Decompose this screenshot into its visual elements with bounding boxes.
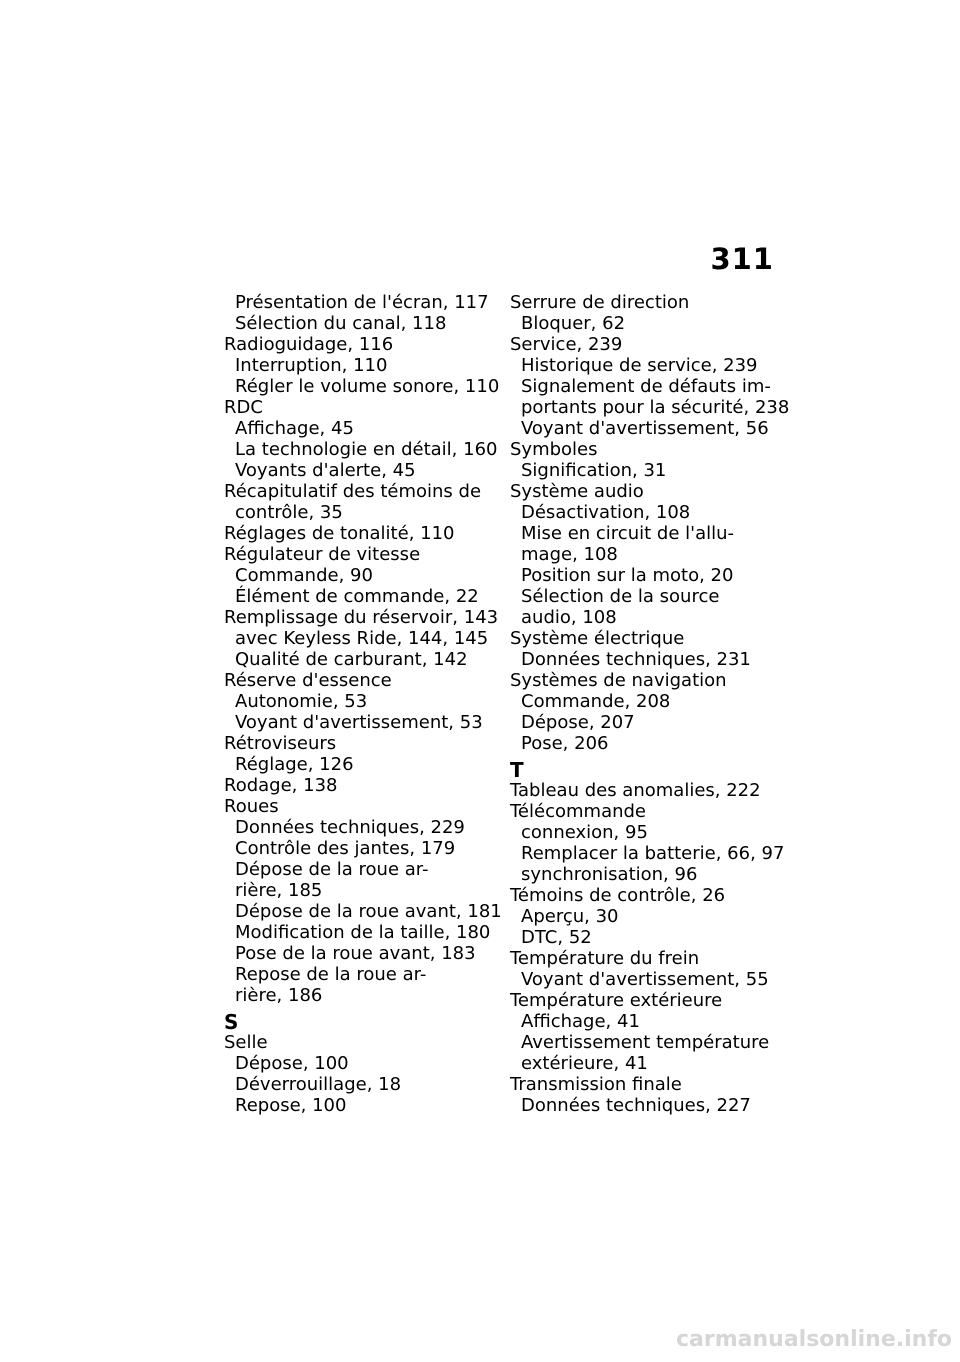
index-subentry: rière, 185 (235, 880, 323, 901)
index-subentry: synchronisation, 96 (521, 864, 698, 885)
index-subentry: Affichage, 41 (521, 1011, 640, 1032)
index-entry: Réserve d'essence (224, 670, 392, 691)
index-subentry: Présentation de l'écran, 117 (235, 292, 489, 313)
index-subentry: Pose de la roue avant, 183 (235, 943, 476, 964)
index-subentry: Remplacer la batterie, 66, 97 (521, 843, 785, 864)
index-entry: Remplissage du réservoir, 143 (224, 607, 499, 628)
watermark: carmanualsonline.info (676, 1327, 952, 1352)
index-entry: RDC (224, 397, 263, 418)
index-entry: Serrure de direction (510, 292, 690, 313)
index-subentry: Qualité de carburant, 142 (235, 649, 468, 670)
index-subentry: Voyants d'alerte, 45 (235, 460, 416, 481)
index-subentry: Dépose de la roue ar- (235, 859, 429, 880)
index-subentry: Régler le volume sonore, 110 (235, 376, 500, 397)
index-subentry: Élément de commande, 22 (235, 586, 479, 607)
index-subentry: audio, 108 (521, 607, 617, 628)
index-entry: Service, 239 (510, 334, 623, 355)
index-column-right (510, 292, 790, 1116)
index-subentry: Autonomie, 53 (235, 691, 368, 712)
index-subentry: Commande, 208 (521, 691, 671, 712)
index-entry: Système audio (510, 481, 644, 502)
index-subentry: Dépose de la roue avant, 181 (235, 901, 502, 922)
index-entry: Télécommande (510, 801, 647, 822)
index-subentry: Signalement de défauts im- (521, 376, 771, 397)
index-subentry: Avertissement température (521, 1032, 770, 1053)
index-entry: Tableau des anomalies, 222 (510, 780, 761, 801)
index-letter-heading: S (224, 1010, 239, 1034)
index-subentry: rière, 186 (235, 985, 323, 1006)
index-entry: Roues (224, 796, 279, 817)
index-subentry: Déverrouillage, 18 (235, 1074, 402, 1095)
index-subentry: Voyant d'avertissement, 56 (521, 418, 769, 439)
index-entry: Témoins de contrôle, 26 (510, 885, 726, 906)
index-entry: Rétroviseurs (224, 733, 337, 754)
index-entry: Systèmes de navigation (510, 670, 727, 691)
index-subentry: Interruption, 110 (235, 355, 388, 376)
index-subentry: portants pour la sécurité, 238 (521, 397, 790, 418)
page-number: 311 (710, 242, 774, 276)
index-subentry: Bloquer, 62 (521, 313, 626, 334)
index-subentry: Données techniques, 227 (521, 1095, 751, 1116)
index-entry: Température extérieure (510, 990, 723, 1011)
index-subentry: Commande, 90 (235, 565, 373, 586)
index-entry: Transmission finale (510, 1074, 682, 1095)
index-subentry: Aperçu, 30 (521, 906, 619, 927)
index-subentry: Désactivation, 108 (521, 502, 691, 523)
index-subentry: mage, 108 (521, 544, 618, 565)
index-subentry: Pose, 206 (521, 733, 609, 754)
index-subentry: Position sur la moto, 20 (521, 565, 734, 586)
index-subentry: avec Keyless Ride, 144, 145 (235, 628, 489, 649)
index-subentry: Données techniques, 231 (521, 649, 751, 670)
index-subentry: contrôle, 35 (235, 502, 343, 523)
index-subentry: extérieure, 41 (521, 1053, 648, 1074)
index-subentry: DTC, 52 (521, 927, 592, 948)
index-entry: Température du frein (510, 948, 700, 969)
index-column-left (224, 292, 502, 1116)
index-entry: Symboles (510, 439, 598, 460)
index-subentry: Réglage, 126 (235, 754, 354, 775)
index-entry: Radioguidage, 116 (224, 334, 394, 355)
index-subentry: Repose de la roue ar- (235, 964, 427, 985)
index-subentry: Dépose, 207 (521, 712, 635, 733)
index-entry: Récapitulatif des témoins de (224, 481, 482, 502)
index-subentry: Sélection du canal, 118 (235, 313, 447, 334)
index-subentry: Dépose, 100 (235, 1053, 349, 1074)
index-subentry: Affichage, 45 (235, 418, 354, 439)
index-subentry: La technologie en détail, 160 (235, 439, 498, 460)
index-subentry: Sélection de la source (521, 586, 720, 607)
index-subentry: Voyant d'avertissement, 53 (235, 712, 483, 733)
index-subentry: Contrôle des jantes, 179 (235, 838, 456, 859)
index-subentry: Données techniques, 229 (235, 817, 465, 838)
index-entry: Système électrique (510, 628, 685, 649)
index-subentry: Repose, 100 (235, 1095, 347, 1116)
index-entry: Régulateur de vitesse (224, 544, 421, 565)
index-entry: Selle (224, 1032, 268, 1053)
index-subentry: Modification de la taille, 180 (235, 922, 491, 943)
index-subentry: Signification, 31 (521, 460, 667, 481)
index-entry: Rodage, 138 (224, 775, 338, 796)
index-subentry: connexion, 95 (521, 822, 648, 843)
index-letter-heading: T (510, 758, 524, 782)
index-subentry: Mise en circuit de l'allu- (521, 523, 735, 544)
index-entry: Réglages de tonalité, 110 (224, 523, 455, 544)
index-subentry: Voyant d'avertissement, 55 (521, 969, 769, 990)
index-subentry: Historique de service, 239 (521, 355, 758, 376)
